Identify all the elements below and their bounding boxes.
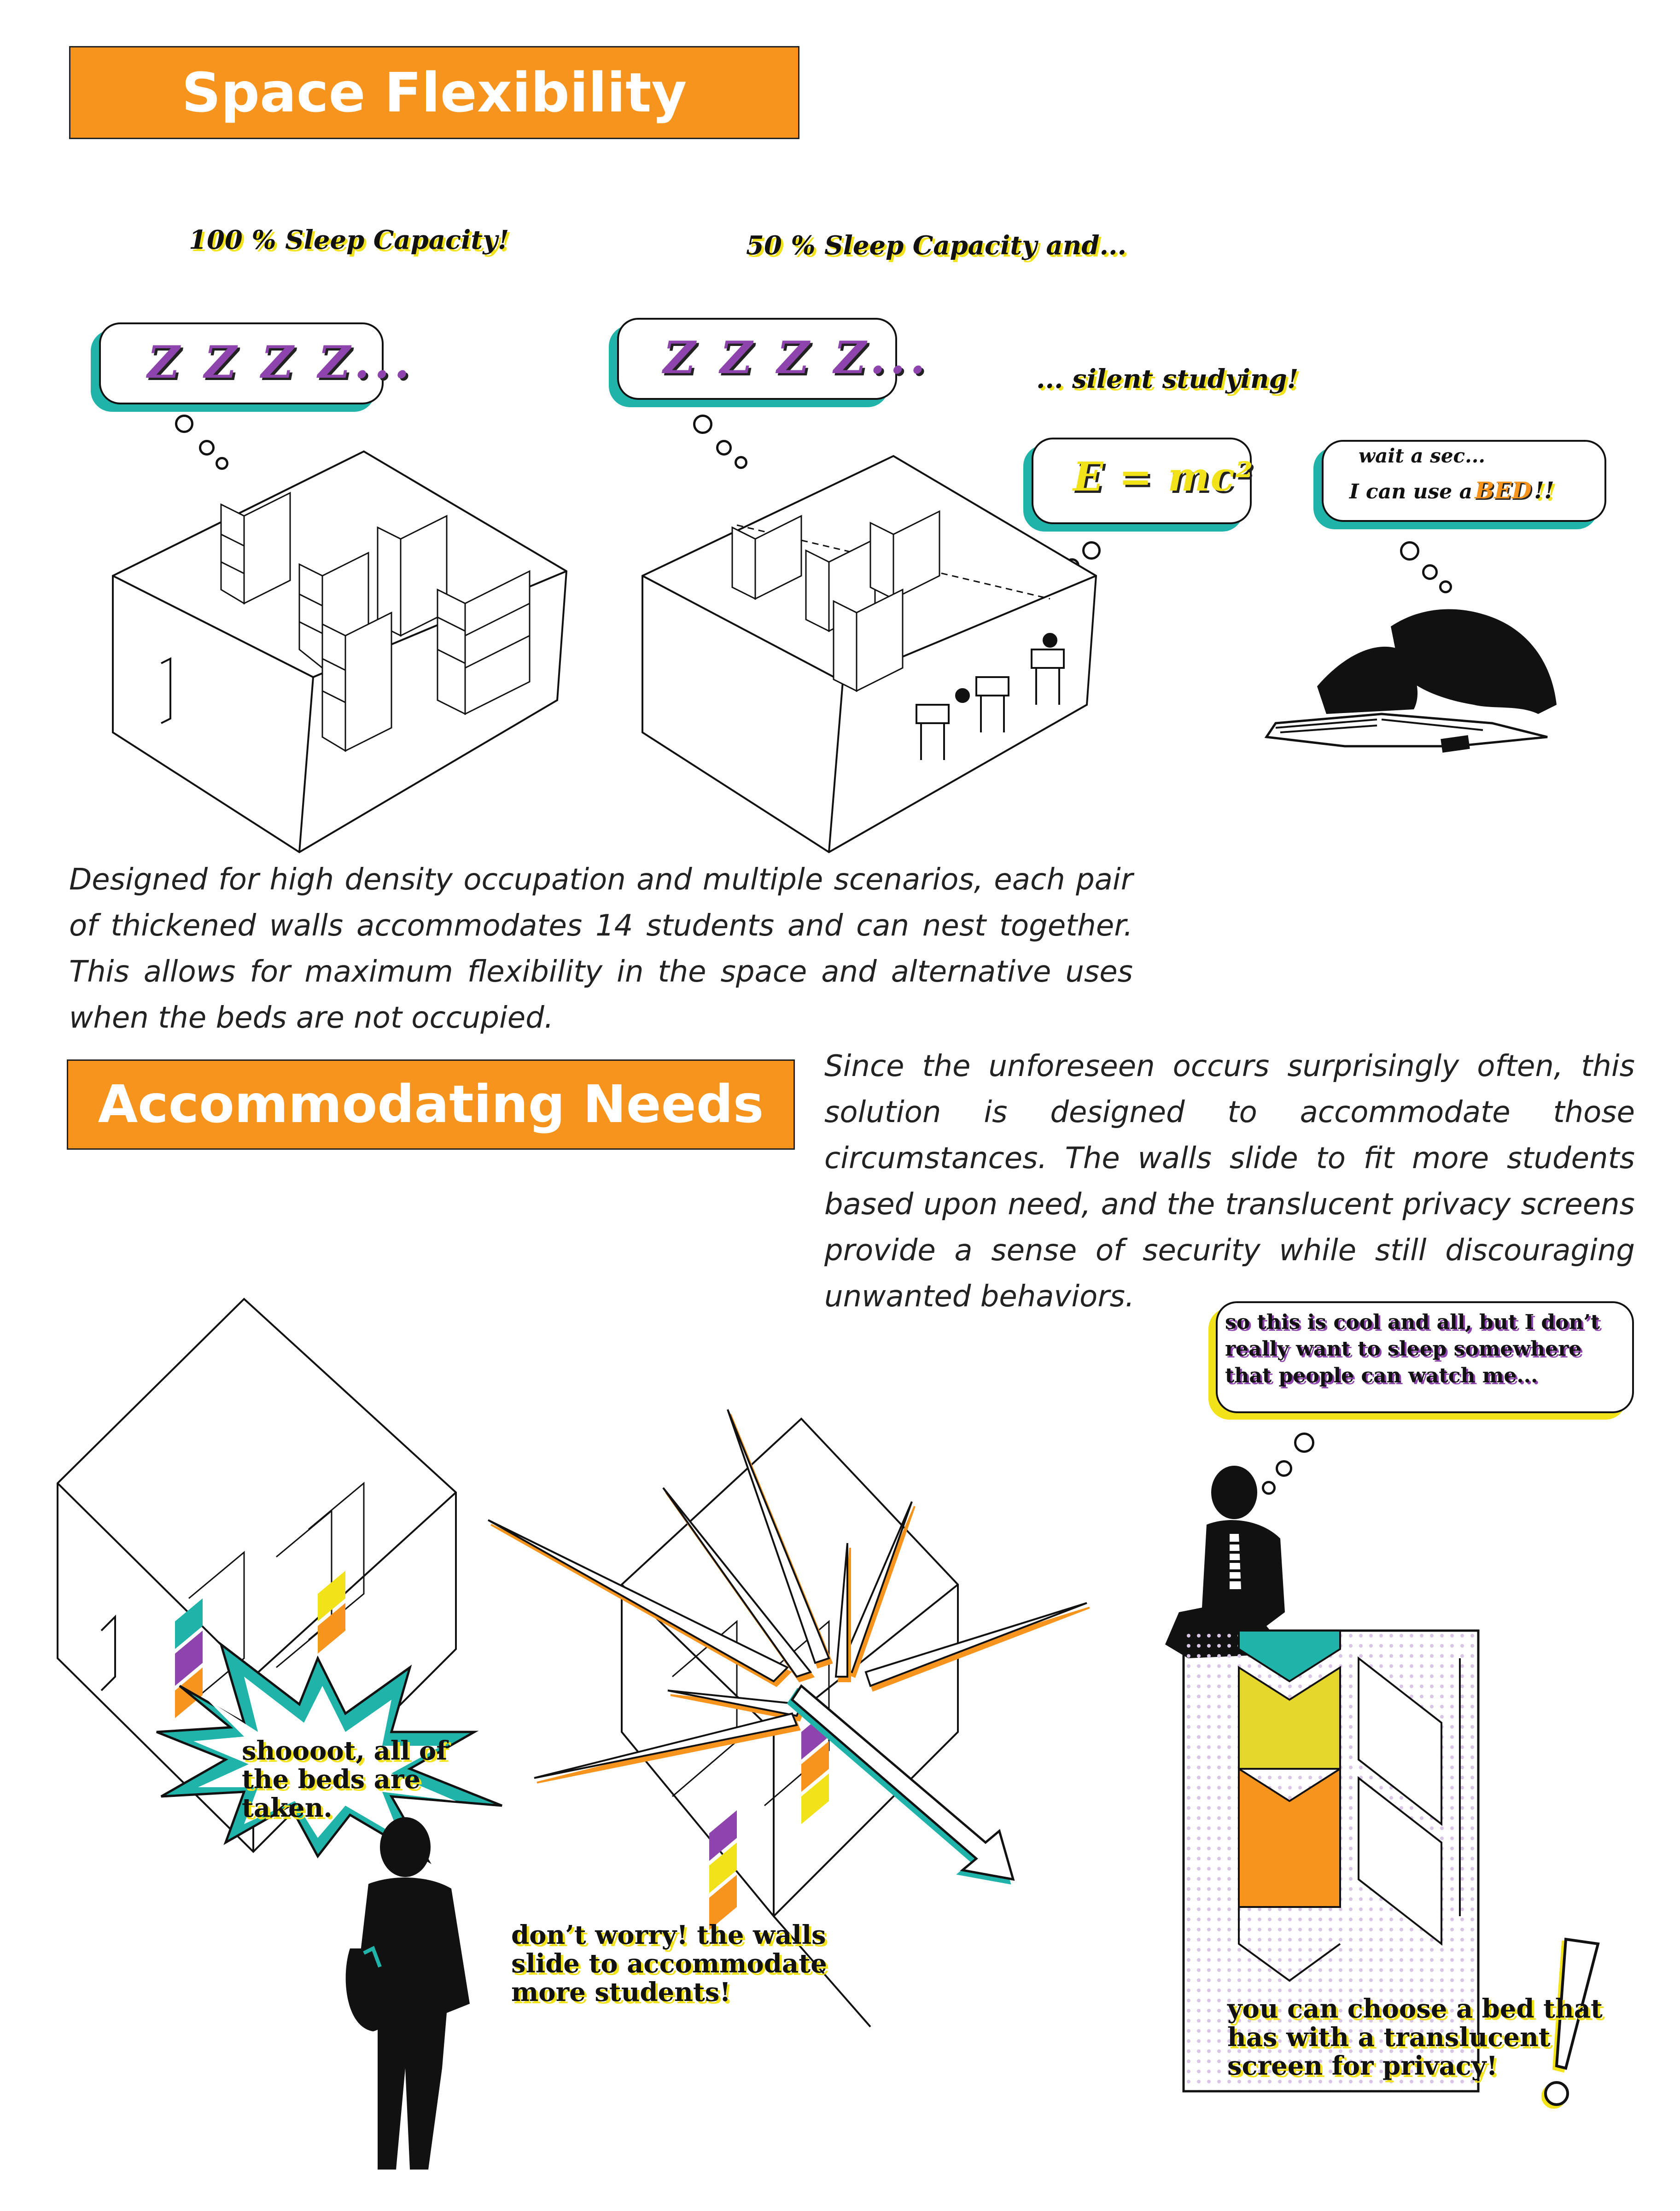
thought-dot xyxy=(1400,541,1419,561)
axon-half-sleep-drawing xyxy=(636,447,1096,861)
walls-text: don’t worry! the walls slide to accommodate more students! xyxy=(511,1920,827,2007)
wait-bed-word: BED xyxy=(1475,477,1532,504)
caption-silent-studying: ... silent studying! xyxy=(1036,364,1299,394)
thought-dot xyxy=(1439,580,1452,593)
caption-full-capacity: 100 % Sleep Capacity! xyxy=(189,225,509,255)
wait-line-1: wait a sec... xyxy=(1359,445,1485,467)
accommodating-needs-description: Since the unforeseen occurs surprisingly often, this solution is designed to accommodate those circumstances. The walls slide to fit more students based upon need, and the translucent privacy screens provide a sense of security while still discouraging unwanted behaviors. xyxy=(824,1049,1635,1314)
space-flexibility-description: Designed for high density occupation and multiple scenarios, each pair of thickened walls accommodates 14 students and can nest together. This allows for maximum flexibility in the space and alternative uses when the beds are not occupied. xyxy=(69,863,1133,1035)
wait-bang: !! xyxy=(1534,477,1554,504)
privacy-text: you can choose a bed that has with a translucent screen for privacy! xyxy=(1227,1994,1603,2081)
caption-half-capacity: 50 % Sleep Capacity and... xyxy=(746,230,1126,261)
axon-full-sleep-drawing xyxy=(106,442,566,857)
burst-text: shoooot, all of the beds are taken. xyxy=(242,1736,448,1823)
zzz-text-1: Z Z Z Z... xyxy=(147,336,414,388)
thought-dot xyxy=(693,415,712,434)
section-title-space-flexibility xyxy=(69,46,799,139)
student-with-bag-figure xyxy=(336,1810,488,2179)
wait-line-2 xyxy=(1349,477,1554,504)
thought-dot xyxy=(1422,564,1438,580)
accommodating-needs-title: Accommodating Needs xyxy=(98,1075,764,1135)
zzz-text-2: Z Z Z Z... xyxy=(663,332,930,384)
space-flexibility-title: Space Flexibility xyxy=(181,61,687,124)
thought-dot xyxy=(175,415,193,433)
section-title-accommodating-needs xyxy=(67,1059,795,1150)
wait-line-2-text: I can use a xyxy=(1349,480,1473,503)
watch-text: so this is cool and all, but I don’t really want to sleep somewhere that people can watch me... xyxy=(1225,1310,1600,1387)
sleeping-student-figure xyxy=(1262,599,1575,774)
emc-text: E = mc² xyxy=(1073,454,1254,500)
thought-dot xyxy=(1294,1433,1314,1453)
